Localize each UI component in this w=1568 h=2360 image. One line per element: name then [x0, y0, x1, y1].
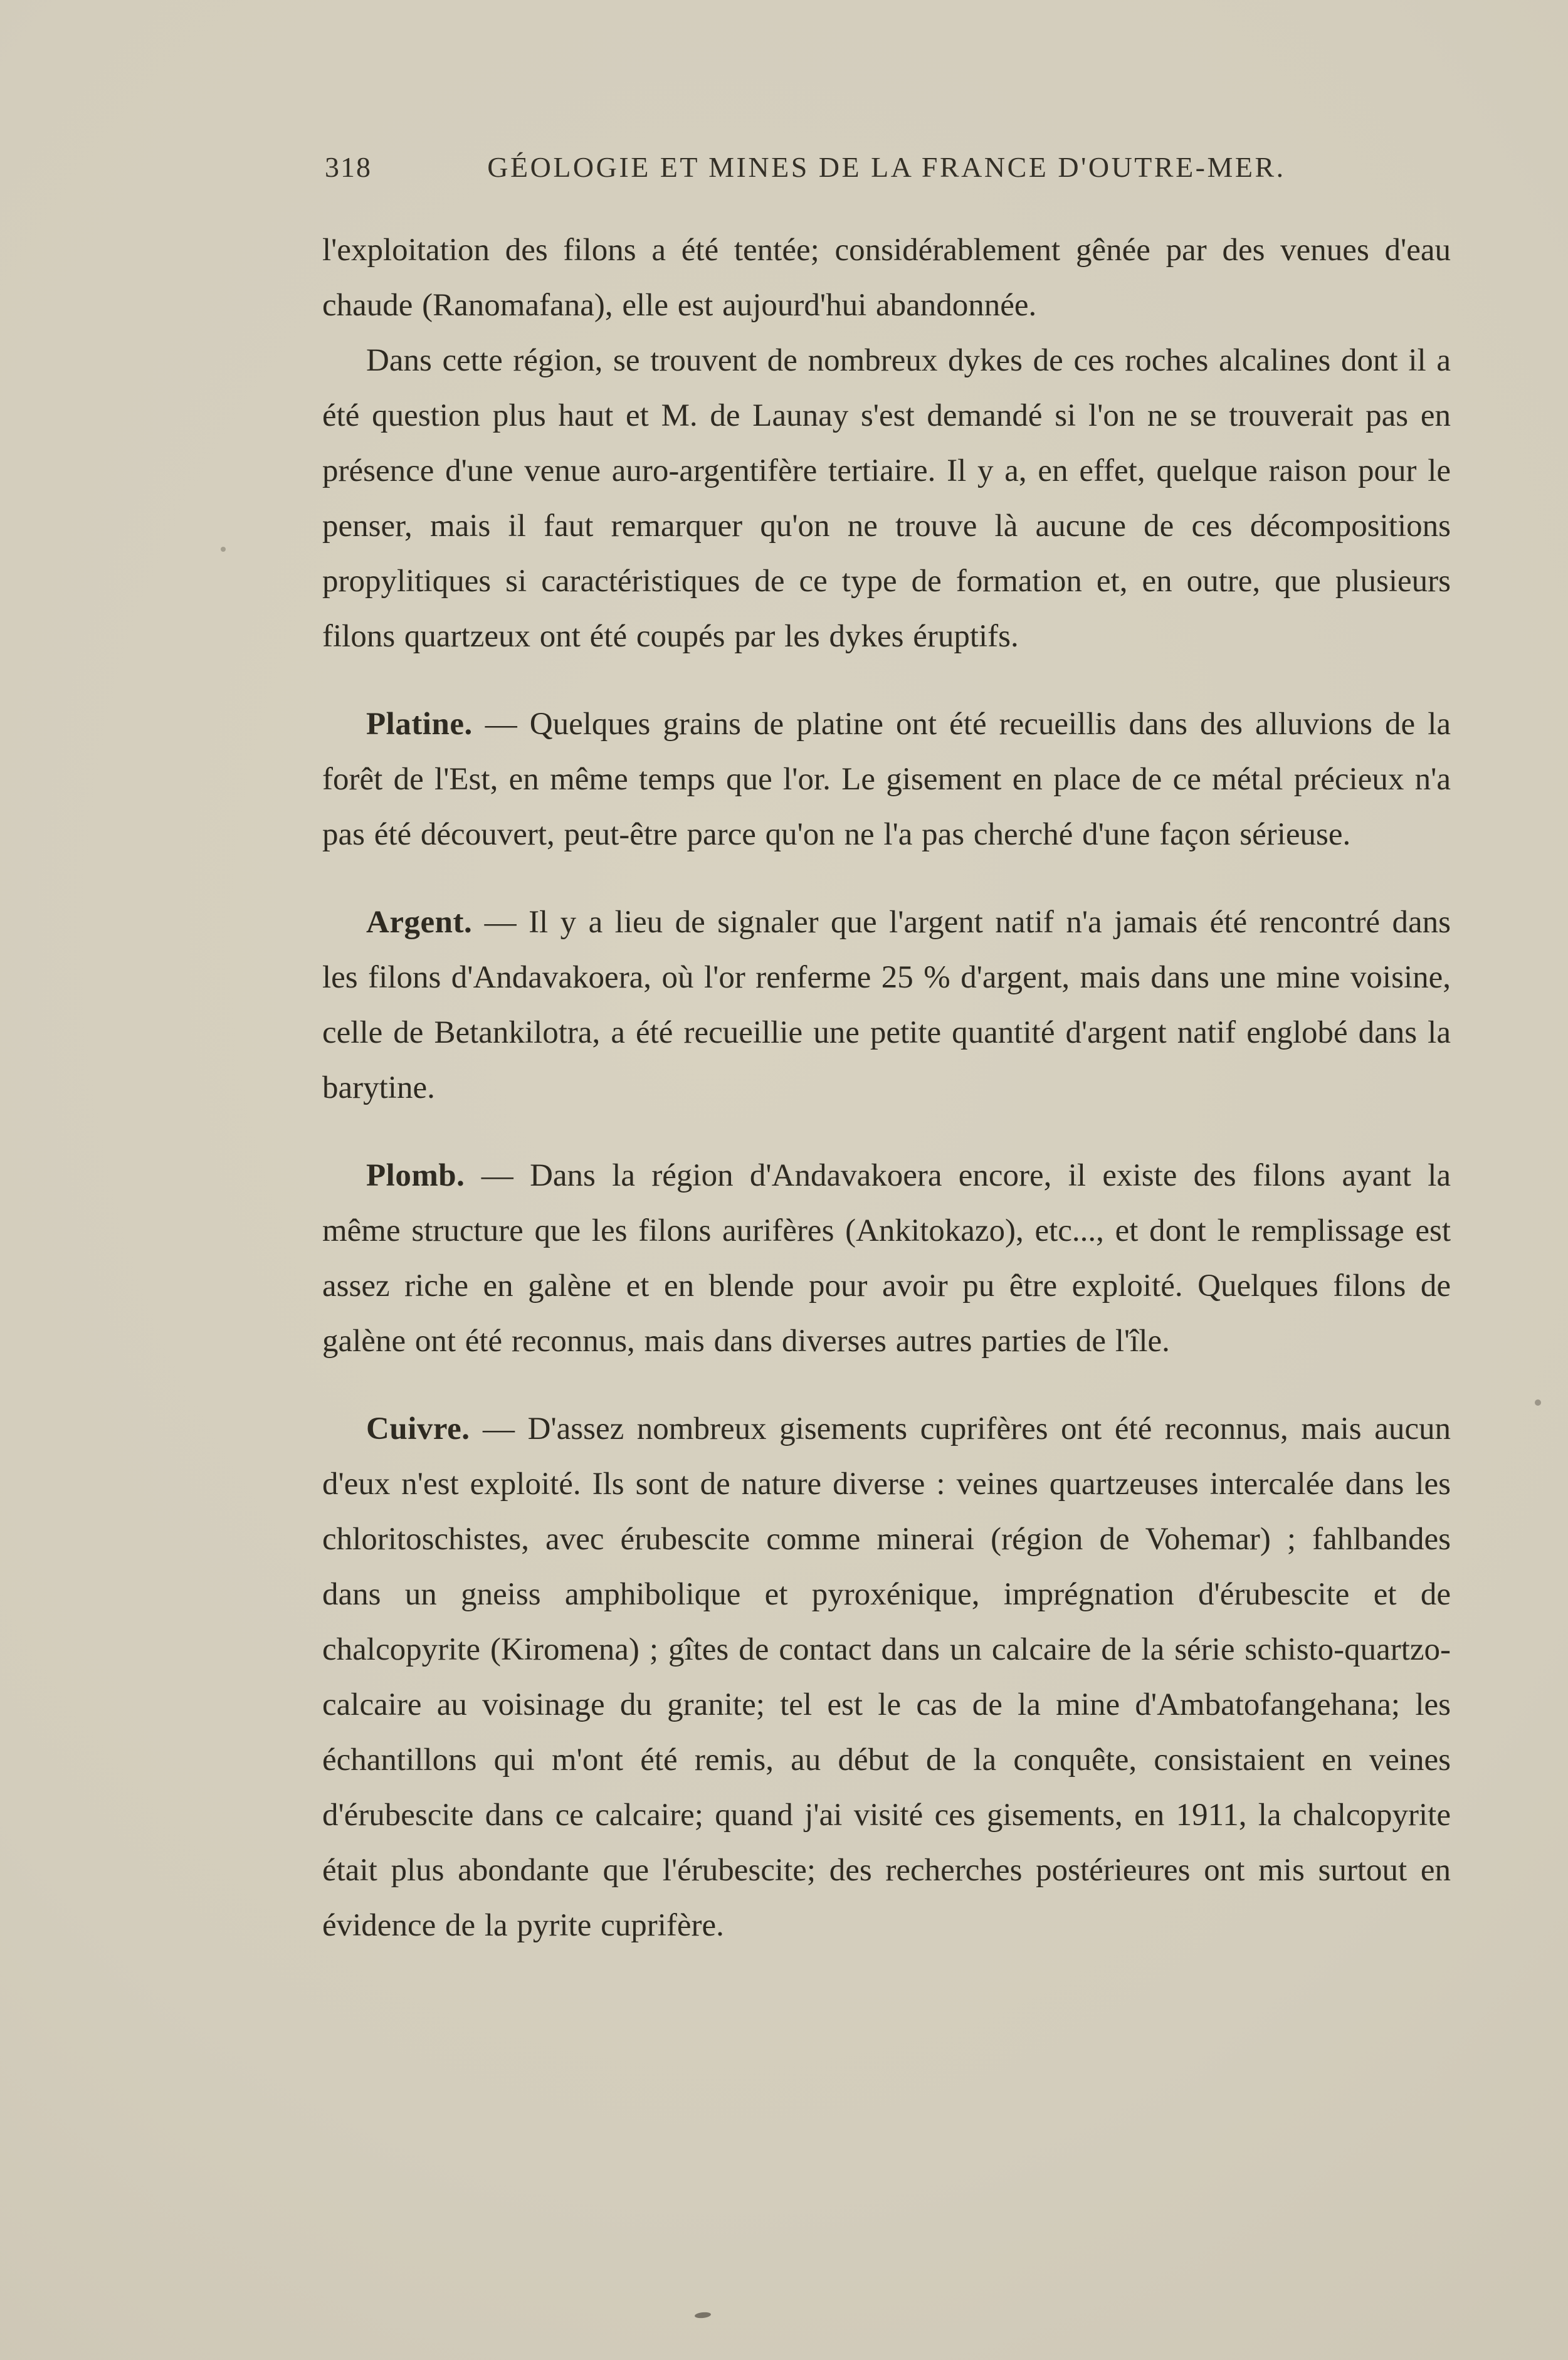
book-page — [322, 150, 1451, 1953]
paragraph-exploitation: l'exploitation des filons a été tentée; considérablement gênée par des venues d'eau chaude (Ranomafana), elle est aujourd'hui abandonnée. — [322, 233, 1451, 323]
section-lead-platine: Platine. — [366, 707, 473, 742]
running-title: GÉOLOGIE ET MINES DE LA FRANCE D'OUTRE-MER. — [487, 151, 1286, 183]
page-header — [322, 150, 1451, 187]
section-lead-argent: Argent. — [366, 905, 473, 940]
paragraph-plomb — [322, 1148, 1451, 1369]
paragraph-text-argent: — Il y a lieu de signaler que l'argent natif n'a jamais été rencontré dans les filons d'Andavakoera, où l'or renferme 25 % d'argent, mais dans une mine voisine, celle de Betankilotra, a été recueillie une petite quantité d'argent natif englobé dans la barytine. — [322, 905, 1451, 1105]
paragraph-cuivre — [322, 1401, 1451, 1953]
paragraph-argent — [322, 895, 1451, 1115]
ink-speck — [1535, 1399, 1541, 1406]
paragraph-platine — [322, 697, 1451, 862]
paragraph-text-platine: — Quelques grains de platine ont été recueillis dans des alluvions de la forêt de l'Est, en même temps que l'or. Le gisement en place de ce métal précieux n'a pas été découvert, peut-être parce qu'on ne l'a pas cherché d'une façon sérieuse. — [322, 707, 1451, 852]
paragraph-dykes: Dans cette région, se trouvent de nombreux dykes de ces roches alcalines dont il a été question plus haut et M. de Launay s'est demandé si l'on ne se trouverait pas en présence d'une venue auro-argentifère tertiaire. Il y a, en effet, quelque raison pour le penser, mais il faut remarquer qu'on ne trouve là aucune de ces décompositions propylitiques si caractéristiques de ce type de formation et, en outre, que plusieurs filons quartzeux ont été coupés par les dykes éruptifs. — [322, 343, 1451, 654]
ink-speck — [695, 2312, 712, 2319]
paragraph-text-cuivre: — D'assez nombreux gisements cuprifères ont été reconnus, mais aucun d'eux n'est exploité. Ils sont de nature diverse : veines quartzeuses intercalée dans les chloritoschistes, avec érubescite comme minerai (région de Vohemar) ; fahlbandes dans un gneiss amphibolique et pyroxénique, imprégnation d'érubescite et de chalcopyrite (Kiromena) ; gîtes de contact dans un calcaire de la série schisto-quartzo-calcaire au voisinage du granite; tel est le cas de la mine d'Ambatofangehana; les échantillons qui m'ont été remis, au début de la conquête, consistaient en veines d'érubescite dans ce calcaire; quand j'ai visité ces gisements, en 1911, la chalcopyrite était plus abondante que l'érubescite; des recherches postérieures ont mis surtout en évidence de la pyrite cuprifère. — [322, 1411, 1451, 1943]
ink-speck — [221, 547, 226, 552]
page-number: 318 — [325, 151, 372, 183]
paragraph-text-plomb: — Dans la région d'Andavakoera encore, il existe des filons ayant la même structure que les filons aurifères (Ankitokazo), etc..., et dont le remplissage est assez riche en galène et en blende pour avoir pu être exploité. Quelques filons de galène ont été reconnus, mais dans diverses autres parties de l'île. — [322, 1158, 1451, 1359]
section-lead-cuivre: Cuivre. — [366, 1411, 470, 1446]
section-lead-plomb: Plomb. — [366, 1158, 465, 1193]
page-body — [322, 223, 1451, 1953]
